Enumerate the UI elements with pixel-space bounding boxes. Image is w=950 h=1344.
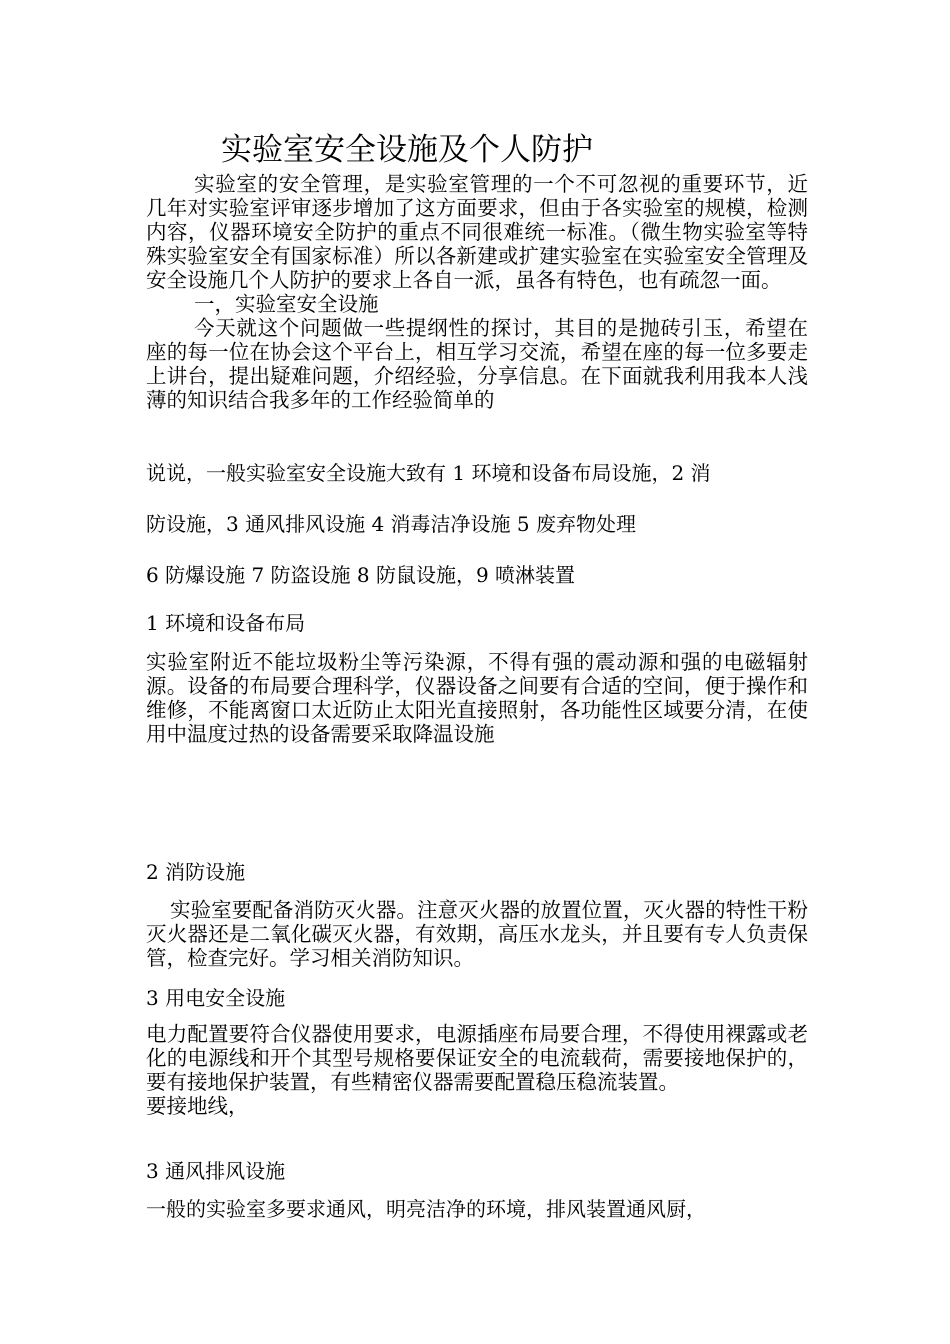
environment-block — [146, 650, 808, 746]
fire-paragraph: 实验室要配备消防灭火器。注意灭火器的放置位置，灭火器的特性干粉灭火器还是二氧化碳灭火器，有效期，高压水龙头，并且要有专人负责保管，检查完好。学习相关消防知识。 — [146, 898, 808, 970]
heading-fire: 2 消防设施 — [146, 860, 246, 884]
facility-list-line-1: 说说，一般实验室安全设施大致有 1 环境和设备布局设施，2 消 — [146, 461, 711, 485]
intro-block — [146, 172, 808, 412]
ventilation-paragraph: 一般的实验室多要求通风，明亮洁净的环境，排风装置通风厨， — [146, 1197, 706, 1221]
fire-block — [146, 898, 808, 970]
intro-paragraph: 实验室的安全管理，是实验室管理的一个不可忽视的重要环节，近几年对实验室评审逐步增加了这方面要求，但由于各实验室的规模，检测内容，仪器环境安全防护的重点不同很难统一标准。（微生物实验室等特殊实验室安全有国家标准）所以各新建或扩建实验室在实验室安全管理及安全设施几个人防护的要求上各自一派，虽各有特色，也有疏忽一面。 — [146, 172, 808, 292]
facility-list-line-2: 防设施，3 通风排风设施 4 消毒洁净设施 5 废弃物处理 — [146, 512, 636, 536]
electrical-paragraph: 电力配置要符合仪器使用要求，电源插座布局要合理，不得使用裸露或老化的电源线和开个其型号规格要保证安全的电流载荷，需要接地保护的，要有接地保护装置，有些精密仪器需要配置稳压稳流装置。 — [146, 1022, 808, 1094]
grounding-note: 要接地线， — [146, 1094, 249, 1118]
heading-ventilation: 3 通风排风设施 — [146, 1159, 286, 1183]
electrical-block — [146, 1022, 808, 1118]
document-title: 实验室安全设施及个人防护 — [221, 132, 593, 168]
facility-list-line-3: 6 防爆设施 7 防盗设施 8 防鼠设施，9 喷淋装置 — [146, 563, 576, 587]
heading-environment: 1 环境和设备布局 — [146, 611, 306, 635]
section-heading-1: 一，实验室安全设施 — [194, 292, 379, 316]
heading-electrical: 3 用电安全设施 — [146, 986, 286, 1010]
environment-paragraph: 实验室附近不能垃圾粉尘等污染源，不得有强的震动源和强的电磁辐射源。设备的布局要合理科学，仪器设备之间要有合适的空间，便于操作和维修，不能离窗口太近防止太阳光直接照射，各功能性区域要分清，在使用中温度过热的设备需要采取降温设施 — [146, 650, 808, 746]
discussion-paragraph: 今天就这个问题做一些提纲性的探讨，其目的是抛砖引玉，希望在座的每一位在协会这个平台上，相互学习交流，希望在座的每一位多要走上讲台，提出疑难问题，介绍经验，分享信息。在下面就我利用我本人浅薄的知识结合我多年的工作经验简单的 — [146, 316, 808, 412]
